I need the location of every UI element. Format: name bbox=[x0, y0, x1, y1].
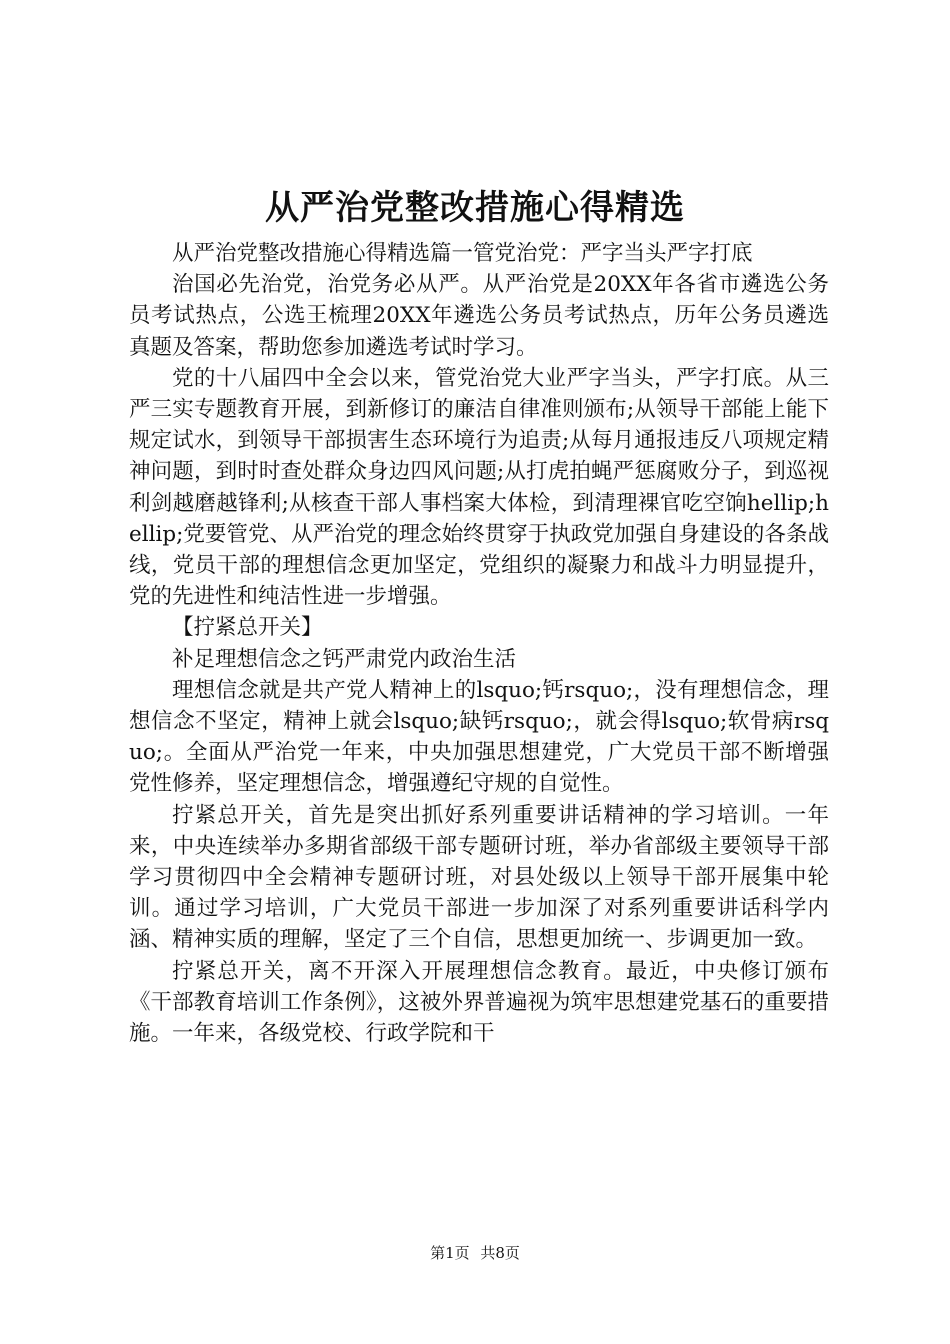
page-number: 第1页 bbox=[430, 1244, 470, 1262]
paragraph: 拧紧总开关，离不开深入开展理想信念教育。最近，中央修订颁布《干部教育培训工作条例》，这被外界普遍视为筑牢思想建党基石的重要措施。一年来，各级党校、行政学院和干 bbox=[129, 958, 829, 1047]
page-footer bbox=[0, 1243, 950, 1263]
section-subheading: 补足理想信念之钙严肃党内政治生活 bbox=[172, 646, 517, 672]
paragraph: 理想信念就是共产党人精神上的lsquo;钙rsquo;，没有理想信念，理想信念不坚定，精神上就会lsquo;缺钙rsquo;，就会得lsquo;软骨病rsquo;。全面从严治党一年来，中央加强思想建党，广大党员干部不断增强党性修养，坚定理想信念，增强遵纪守规的自觉性。 bbox=[129, 677, 829, 797]
paragraph: 从严治党整改措施心得精选篇一管党治党：严字当头严字打底 bbox=[172, 241, 753, 266]
document-body bbox=[129, 238, 829, 1049]
paragraph: 拧紧总开关，首先是突出抓好系列重要讲话精神的学习培训。一年来，中央连续举办多期省部级干部专题研讨班，举办省部级主要领导干部学习贯彻四中全会精神专题研讨班，对县处级以上领导干部开展集中轮训。通过学习培训，广大党员干部进一步加深了对系列重要讲话科学内涵、精神实质的理解，坚定了三个自信，思想更加统一、步调更加一致。 bbox=[129, 802, 829, 953]
paragraph: 党的十八届四中全会以来，管党治党大业严字当头，严字打底。从三严三实专题教育开展，到新修订的廉洁自律准则颁布;从领导干部能上能下规定试水，到领导干部损害生态环境行为追责;从每月通报违反八项规定精神问题，到时时查处群众身边四风问题;从打虎拍蝇严惩腐败分子，到巡视利剑越磨越锋利;从核查干部人事档案大体检，到清理裸官吃空饷hellip;hellip;党要管党、从严治党的理念始终贯穿于执政党加强自身建设的各条战线，党员干部的理想信念更加坚定，党组织的凝聚力和战斗力明显提升，党的先进性和纯洁性进一步增强。 bbox=[129, 365, 829, 610]
document-title: 从严治党整改措施心得精选 bbox=[265, 188, 685, 228]
section-heading: 【拧紧总开关】 bbox=[172, 615, 323, 641]
paragraph: 治国必先治党，治党务必从严。从严治党是20XX年各省市遴选公务员考试热点，公选王梳理20XX年遴选公务员考试热点，历年公务员遴选真题及答案，帮助您参加遴选考试时学习。 bbox=[129, 272, 829, 360]
page-total: 共8页 bbox=[480, 1244, 520, 1262]
